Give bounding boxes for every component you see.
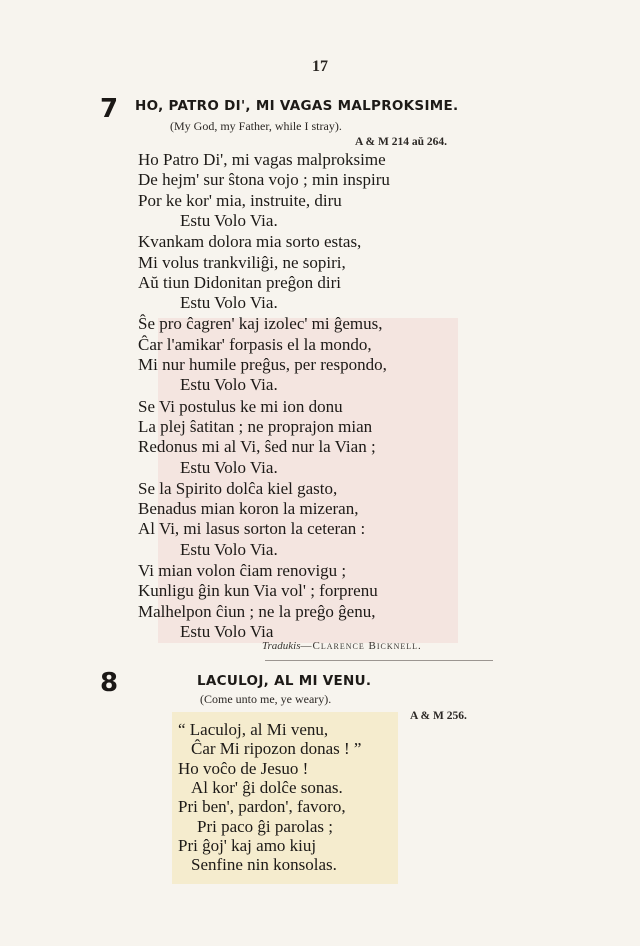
verse-line: Al Vi, mi lasus sorton la ceteran :: [138, 519, 366, 539]
verse-line: Ĉar l'amikar' forpasis el la mondo,: [138, 334, 372, 354]
verse-line: Estu Volo Via.: [180, 457, 278, 477]
verse-line: Pri ben', pardon', favoro,: [178, 797, 346, 817]
verse-line: “ Laculoj, al Mi venu,: [178, 720, 329, 739]
hymn-title: LACULOJ, AL MI VENU.: [197, 673, 372, 689]
verse-line: Redonus mi al Vi, ŝed nur la Vian ;: [138, 437, 376, 457]
verse-line: Pri paco ĝi parolas ;: [197, 816, 333, 836]
hymn-reference: A & M 214 aŭ 264.: [355, 136, 447, 148]
hymn-reference: A & M 256.: [410, 710, 467, 722]
verse-line: La plej ŝatitan ; ne proprajon mian: [138, 416, 373, 436]
divider: [265, 660, 493, 661]
verse-line: Pri ĝoj' kaj amo kiuj: [178, 835, 317, 855]
verse-line: Ho Patro Di', mi vagas malproksime: [138, 150, 386, 169]
verse-line: Por ke kor' mia, instruite, diru: [138, 190, 342, 210]
hymn-subtitle: (My God, my Father, while I stray).: [170, 119, 342, 133]
verse-line: Ho voĉo de Jesuo !: [178, 758, 309, 778]
hymn-title: HO, PATRO DI', MI VAGAS MALPROKSIME.: [135, 98, 459, 114]
verse-line: Estu Volo Via.: [180, 210, 278, 230]
verse-line: Malhelpon ĉiun ; ne la preĝo ĝenu,: [138, 601, 376, 621]
verse-line: Estu Volo Via.: [180, 539, 278, 559]
verse-line: Ŝe pro ĉagren' kaj izolec' mi ĝemus,: [138, 314, 383, 334]
hymn-subtitle: (Come unto me, ye weary).: [200, 692, 332, 706]
verse-line: Al kor' ĝi dolĉe sonas.: [191, 777, 343, 797]
verse-line: Mi volus trankviliĝi, ne sopiri,: [138, 252, 346, 272]
credit-name: —Clarence Bicknell.: [300, 640, 422, 652]
verse-line: Ĉar Mi ripozon donas ! ”: [191, 739, 362, 759]
verse-line: De hejm' sur ŝtona vojo ; min inspiru: [138, 170, 390, 190]
verse-line: Benadus mian koron la mizeran,: [138, 499, 359, 519]
verse-line: Se Vi postulus ke mi ion donu: [138, 396, 343, 416]
credit-label: Tradukis: [262, 640, 301, 652]
verse-line: Se la Spirito dolĉa kiel gasto,: [138, 478, 338, 498]
page-number: 17: [312, 58, 328, 75]
verse-line: Senfine nin konsolas.: [191, 855, 337, 875]
verse-line: Mi nur humile preĝus, per respondo,: [138, 355, 387, 374]
verse-line: Vi mian volon ĉiam renovigu ;: [138, 561, 347, 580]
hymn-number: 7: [100, 94, 119, 124]
verse-line: Estu Volo Via.: [180, 293, 278, 313]
verse-line: Kunligu ĝin kun Via vol' ; forprenu: [138, 581, 378, 601]
translator-credit: [262, 640, 422, 652]
verse-line: Aŭ tiun Didonitan preĝon diri: [138, 272, 342, 292]
verse-line: Estu Volo Via.: [180, 375, 278, 395]
hymn-number: 8: [100, 668, 119, 698]
verse-line: Estu Volo Via: [180, 621, 274, 641]
verse-line: Kvankam dolora mia sorto estas,: [138, 232, 362, 252]
